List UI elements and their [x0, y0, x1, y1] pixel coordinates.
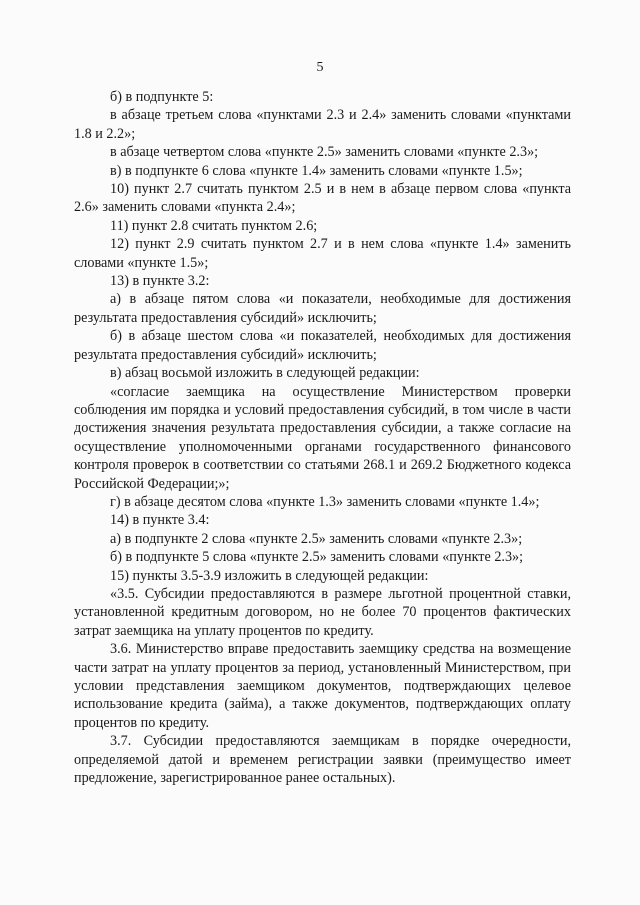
paragraph: «согласие заемщика на осуществление Министерством проверки соблюдения им порядка и условий предоставления субсидий, в том числе в части достижения значения результата предоставления субсидии, а также согласие на осуществление уполномоченными органами государственного финансового контроля проверок в соответствии со статьями 268.1 и 269.2 Бюджетного кодекса Российской Федерации;»; — [74, 383, 571, 492]
paragraph: 3.6. Министерство вправе предоставить заемщику средства на возмещение части затрат на уплату процентов за период, установленный Министерством, при условии представления заемщиком документов, подтверждающих целевое использование кредита (займа), а также документов, подтверждающих оплату процентов по кредиту. — [74, 641, 571, 731]
paragraph: в) в подпункте 6 слова «пункте 1.4» заменить словами «пункте 1.5»; — [110, 162, 523, 179]
paragraph: а) в абзаце пятом слова «и показатели, необходимые для достижения результата предоставления субсидий» исключить; — [74, 291, 571, 326]
paragraph: 14) в пункте 3.4: — [110, 512, 210, 529]
page-number: 5 — [316, 60, 324, 75]
paragraph: 15) пункты 3.5-3.9 изложить в следующей редакции: — [110, 567, 429, 584]
paragraph: б) в подпункте 5: — [110, 89, 214, 105]
paragraph: 11) пункт 2.8 считать пунктом 2.6; — [110, 217, 318, 234]
paragraph: а) в подпункте 2 слова «пункте 2.5» заменить словами «пункте 2.3»; — [110, 530, 523, 547]
paragraph: в) абзац восьмой изложить в следующей редакции: — [110, 365, 420, 382]
paragraph: г) в абзаце десятом слова «пункте 1.3» заменить словами «пункте 1.4»; — [110, 493, 540, 510]
paragraph: 10) пункт 2.7 считать пунктом 2.5 и в нем в абзаце первом слова «пункта 2.6» заменить словами «пункта 2.4»; — [74, 181, 571, 216]
paragraph: б) в подпункте 5 слова «пункте 2.5» заменить словами «пункте 2.3»; — [110, 549, 524, 566]
document-body — [74, 88, 571, 787]
paragraph: «3.5. Субсидии предоставляются в размере льготной процентной ставки, установленной кредитным договором, но не более 70 процентов фактических затрат заемщика на уплату процентов по кредиту. — [74, 585, 571, 639]
paragraph: в абзаце третьем слова «пунктами 2.3 и 2.4» заменить словами «пунктами 1.8 и 2.2»; — [74, 107, 571, 142]
paragraph: 13) в пункте 3.2: — [110, 273, 210, 290]
paragraph: 3.7. Субсидии предоставляются заемщикам в порядке очередности, определяемой датой и временем регистрации заявки (преимущество имеет предложение, зарегистрированное ранее остальных). — [74, 733, 571, 787]
paragraph: 12) пункт 2.9 считать пунктом 2.7 и в нем слова «пункте 1.4» заменить словами «пункте 1.5»; — [74, 236, 571, 271]
paragraph: б) в абзаце шестом слова «и показателей, необходимых для достижения результата предоставления субсидий» исключить; — [74, 328, 571, 363]
paragraph: в абзаце четвертом слова «пункте 2.5» заменить словами «пункте 2.3»; — [110, 144, 539, 161]
